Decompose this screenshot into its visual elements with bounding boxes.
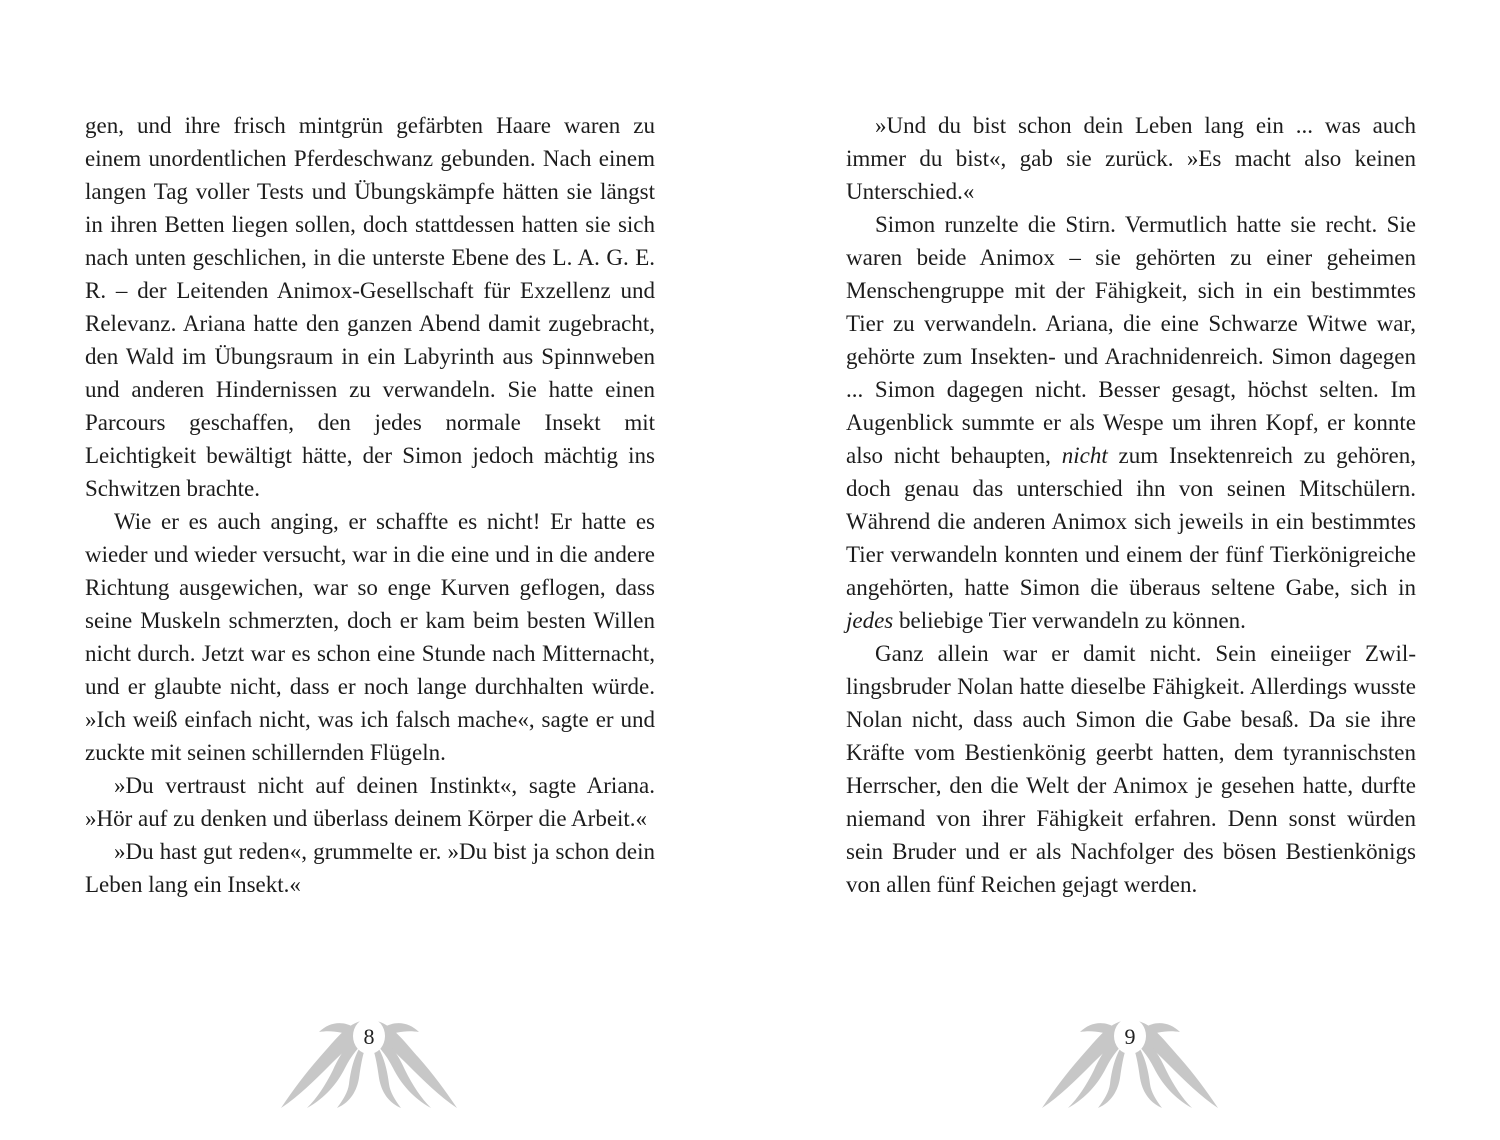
left-page-footer [279, 1018, 459, 1110]
page-number: 9 [1124, 1024, 1136, 1049]
text-run: zum Insektenreich zu gehören, doch genau das unterschied ihn von seinen Mitschülern. Während die anderen Animox sich jeweils in ein bestimmtes Tier verwandeln konnten und einem der fünf Tierkönigreiche angehörten, hatte Simon die überaus seltene Gabe, sich in [846, 443, 1416, 600]
paragraph [85, 835, 655, 901]
paragraph [846, 637, 1416, 901]
right-page-text [846, 109, 1416, 901]
text-run: »Du vertraust nicht auf deinen Instinkt«, sagte Ariana. »Hör auf zu denken und überlass deinem Körper die Arbeit.« [85, 773, 655, 831]
text-run: beliebige Tier verwandeln zu können. [893, 608, 1246, 633]
paragraph [85, 505, 655, 769]
text-run: Ganz allein war er damit nicht. Sein eineiiger Zwillingsbruder Nolan hatte dieselbe Fähigkeit. Allerdings wusste Nolan nicht, dass auch Simon die Gabe besaß. Da sie ihre Kräfte vom Bestienkönig geerbt hatten, dem tyrannischsten Herrscher, den die Welt der Animox je gesehen hatte, durfte niemand von ihrer Fähigkeit erfahren. Denn sonst würden sein Bruder und er als Nachfolger des bösen Bestienkönigs von allen fünf Reichen gejagt werden. [846, 641, 1416, 897]
page-number: 8 [363, 1024, 375, 1049]
left-page-text [85, 109, 655, 901]
paragraph [846, 208, 1416, 637]
text-run: »Und du bist schon dein Leben lang ein ... was auch immer du bist«, gab sie zurück. »Es macht also keinen Unterschied.« [846, 113, 1416, 204]
paragraph [846, 109, 1416, 208]
text-run: Wie er es auch anging, er schaffte es nicht! Er hatte es wieder und wieder versucht, war in die eine und in die andere Richtung ausgewichen, war so enge Kurven geflogen, dass seine Muskeln schmerzten, doch er kam beim besten Willen nicht durch. Jetzt war es schon eine Stunde nach Mitternacht, und er glaubte nicht, dass er noch lange durchhalten würde. »Ich weiß einfach nicht, was ich falsch mache«, sagte er und zuckte mit seinen schillernden Flügeln. [85, 509, 655, 765]
right-page-footer [1040, 1018, 1220, 1110]
paragraph [85, 109, 655, 505]
emphasis: nicht [1061, 443, 1108, 468]
text-run: »Du hast gut reden«, grummelte er. »Du bist ja schon dein Leben lang ein Insekt.« [85, 839, 655, 897]
paragraph [85, 769, 655, 835]
emphasis: jedes [846, 608, 894, 633]
text-run: Simon runzelte die Stirn. Vermutlich hatte sie recht. Sie waren beide Animox – sie gehörten zu einer geheimen Menschengruppe mit der Fähigkeit, sich in ein bestimmtes Tier zu verwandeln. Ariana, die eine Schwarze Witwe war, gehörte zum Insekten- und Arachnidenreich. Simon dagegen ... Simon dagegen nicht. Besser gesagt, höchst selten. Im Augenblick summte er als Wespe um ihren Kopf, er konnte also nicht behaupten, [846, 212, 1416, 468]
text-run: gen, und ihre frisch mintgrün gefärbten Haare waren zu einem unordentlichen Pferdeschwanz gebunden. Nach einem langen Tag voller Tests und Übungskämpfe hätten sie längst in ihren Betten liegen sollen, doch stattdessen hatten sie sich nach unten geschlichen, in die unterste Ebene des L. A. G. E. R. – der Leitenden Animox-Gesellschaft für Exzellenz und Relevanz. Ariana hatte den ganzen Abend damit zugebracht, den Wald im Übungsraum in ein Labyrinth aus Spinnweben und anderen Hindernissen zu verwandeln. Sie hatte einen Parcours geschaffen, den jedes normale Insekt mit Leichtigkeit bewältigt hätte, der Simon jedoch mächtig ins Schwitzen brachte. [85, 113, 655, 501]
